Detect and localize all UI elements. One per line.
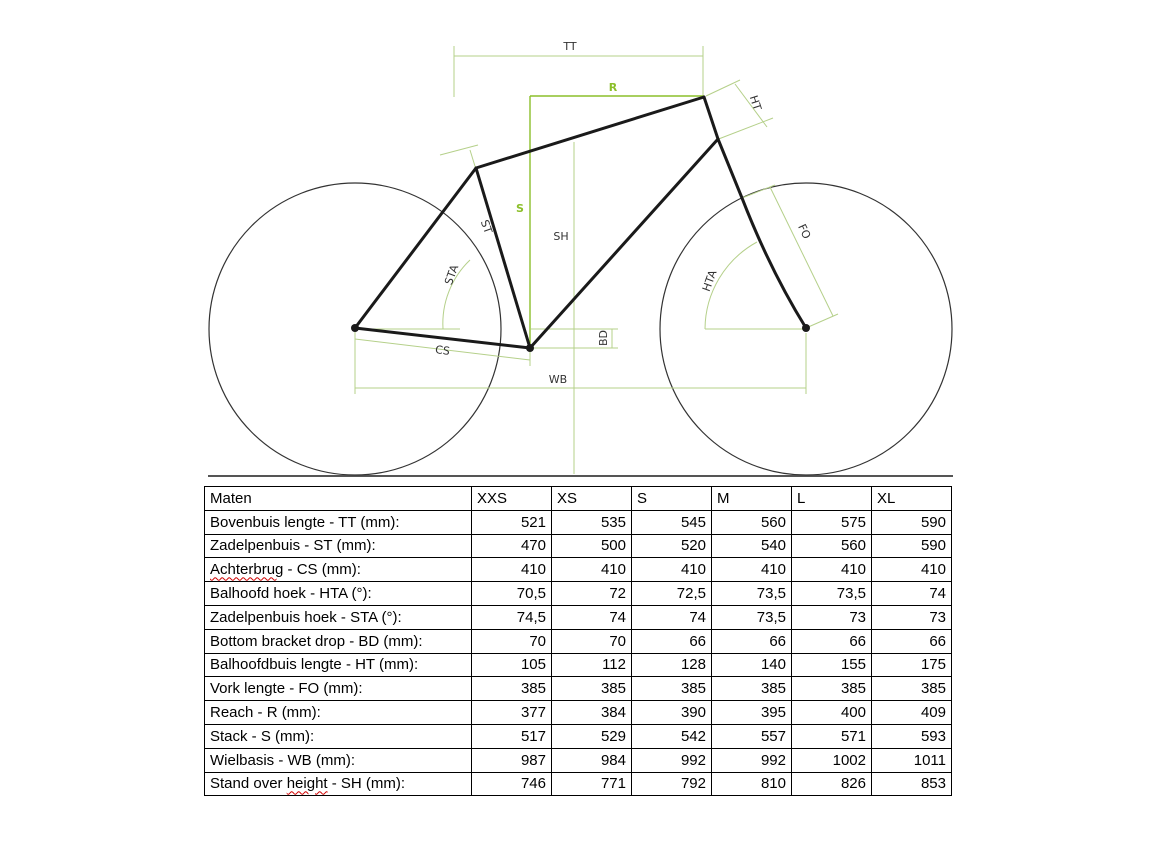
table-row	[205, 748, 952, 772]
table-cell: 385	[552, 677, 632, 701]
table-row	[205, 772, 952, 796]
table-row	[205, 534, 952, 558]
table-cell: 535	[552, 510, 632, 534]
label-sh: SH	[553, 230, 569, 243]
table-cell: 992	[712, 748, 792, 772]
table-cell: 105	[472, 653, 552, 677]
table-cell: 128	[632, 653, 712, 677]
table-cell: 70	[472, 629, 552, 653]
table-cell: 410	[712, 558, 792, 582]
header-maten: Maten	[205, 487, 472, 511]
table-cell: 410	[632, 558, 712, 582]
label-bd: BD	[597, 329, 610, 347]
table-cell: 521	[472, 510, 552, 534]
label-st: ST	[477, 218, 495, 236]
table-cell: 560	[712, 510, 792, 534]
table-cell: 557	[712, 724, 792, 748]
reach-stack-lines	[530, 96, 704, 348]
table-cell: 385	[472, 677, 552, 701]
front-axle	[802, 324, 810, 332]
row-label: Vork lengte - FO (mm):	[205, 677, 472, 701]
bottom-bracket	[526, 344, 534, 352]
table-cell: 771	[552, 772, 632, 796]
label-ht: HT	[746, 93, 764, 113]
table-cell: 410	[472, 558, 552, 582]
rear-axle	[351, 324, 359, 332]
label-cs: CS	[434, 343, 451, 358]
row-label	[205, 772, 472, 796]
row-label-spellcheck-word: Achterbrug	[210, 561, 284, 579]
top-tube	[476, 97, 704, 168]
table-cell: 410	[792, 558, 872, 582]
table-cell: 746	[472, 772, 552, 796]
table-cell: 853	[872, 772, 952, 796]
table-cell: 73,5	[712, 605, 792, 629]
table-cell: 66	[872, 629, 952, 653]
dimension-lines	[355, 46, 838, 474]
table-cell: 112	[552, 653, 632, 677]
table-cell: 140	[712, 653, 792, 677]
table-cell: 73	[872, 605, 952, 629]
row-label: Zadelpenbuis - ST (mm):	[205, 534, 472, 558]
table-cell: 792	[632, 772, 712, 796]
table-cell: 590	[872, 510, 952, 534]
table-cell: 73,5	[712, 582, 792, 606]
header-size: XL	[872, 487, 952, 511]
row-label-spellcheck-word: height	[286, 775, 328, 793]
table-cell: 500	[552, 534, 632, 558]
table-row	[205, 629, 952, 653]
row-label: Stack - S (mm):	[205, 724, 472, 748]
header-size: XXS	[472, 487, 552, 511]
seat-tube	[476, 168, 530, 348]
geometry-table	[204, 486, 952, 796]
table-cell: 992	[632, 748, 712, 772]
table-cell: 470	[472, 534, 552, 558]
table-cell: 385	[872, 677, 952, 701]
table-cell: 70	[552, 629, 632, 653]
table-cell: 540	[712, 534, 792, 558]
table-cell: 826	[792, 772, 872, 796]
table-cell: 571	[792, 724, 872, 748]
row-label: Reach - R (mm):	[205, 701, 472, 725]
table-cell: 74,5	[472, 605, 552, 629]
table-cell: 73,5	[792, 582, 872, 606]
table-cell: 810	[712, 772, 792, 796]
table-cell: 385	[792, 677, 872, 701]
row-label: Wielbasis - WB (mm):	[205, 748, 472, 772]
label-fo: FO	[795, 221, 814, 242]
down-tube	[530, 139, 718, 348]
label-hta: HTA	[699, 268, 720, 294]
row-label-part: Stand over	[210, 775, 287, 793]
table-cell: 74	[552, 605, 632, 629]
table-cell: 560	[792, 534, 872, 558]
table-cell: 984	[552, 748, 632, 772]
table-cell: 400	[792, 701, 872, 725]
head-tube	[704, 97, 718, 139]
table-row	[205, 724, 952, 748]
table-cell: 410	[872, 558, 952, 582]
table-cell: 410	[552, 558, 632, 582]
label-wb: WB	[548, 373, 568, 386]
table-cell: 66	[792, 629, 872, 653]
seat-stay	[355, 168, 476, 328]
table-cell: 74	[632, 605, 712, 629]
table-cell: 545	[632, 510, 712, 534]
table-cell: 175	[872, 653, 952, 677]
table-cell: 72,5	[632, 582, 712, 606]
row-label: Zadelpenbuis hoek - STA (°):	[205, 605, 472, 629]
table-row	[205, 605, 952, 629]
table-cell: 575	[792, 510, 872, 534]
table-cell: 542	[632, 724, 712, 748]
header-size: L	[792, 487, 872, 511]
row-label	[205, 558, 472, 582]
row-label: Balhoofdbuis lengte - HT (mm):	[205, 653, 472, 677]
table-cell: 74	[872, 582, 952, 606]
header-size: S	[632, 487, 712, 511]
table-cell: 517	[472, 724, 552, 748]
table-header-row	[205, 487, 952, 511]
table-row	[205, 582, 952, 606]
row-label: Bovenbuis lengte - TT (mm):	[205, 510, 472, 534]
table-cell: 390	[632, 701, 712, 725]
header-size: M	[712, 487, 792, 511]
table-cell: 73	[792, 605, 872, 629]
table-cell: 384	[552, 701, 632, 725]
table-cell: 529	[552, 724, 632, 748]
table-row	[205, 677, 952, 701]
table-cell: 1002	[792, 748, 872, 772]
row-label-part: - SH (mm):	[327, 775, 406, 793]
bike-frame	[355, 97, 806, 348]
row-label: Balhoofd hoek - HTA (°):	[205, 582, 472, 606]
table-row	[205, 653, 952, 677]
table-cell: 395	[712, 701, 792, 725]
table-cell: 72	[552, 582, 632, 606]
table-row	[205, 558, 952, 582]
table-cell: 385	[632, 677, 712, 701]
label-s: S	[516, 202, 524, 215]
table-cell: 520	[632, 534, 712, 558]
table-cell: 1011	[872, 748, 952, 772]
label-sta: STA	[442, 263, 462, 287]
row-label-part: - CS (mm):	[283, 561, 361, 579]
label-r: R	[608, 81, 618, 94]
table-cell: 66	[712, 629, 792, 653]
table-cell: 377	[472, 701, 552, 725]
label-tt: TT	[563, 40, 577, 53]
table-row	[205, 701, 952, 725]
table-row	[205, 510, 952, 534]
table-cell: 385	[712, 677, 792, 701]
header-size: XS	[552, 487, 632, 511]
table-cell: 590	[872, 534, 952, 558]
table-cell: 409	[872, 701, 952, 725]
table-cell: 66	[632, 629, 712, 653]
table-cell: 593	[872, 724, 952, 748]
table-cell: 987	[472, 748, 552, 772]
table-cell: 155	[792, 653, 872, 677]
table-cell: 70,5	[472, 582, 552, 606]
row-label: Bottom bracket drop - BD (mm):	[205, 629, 472, 653]
